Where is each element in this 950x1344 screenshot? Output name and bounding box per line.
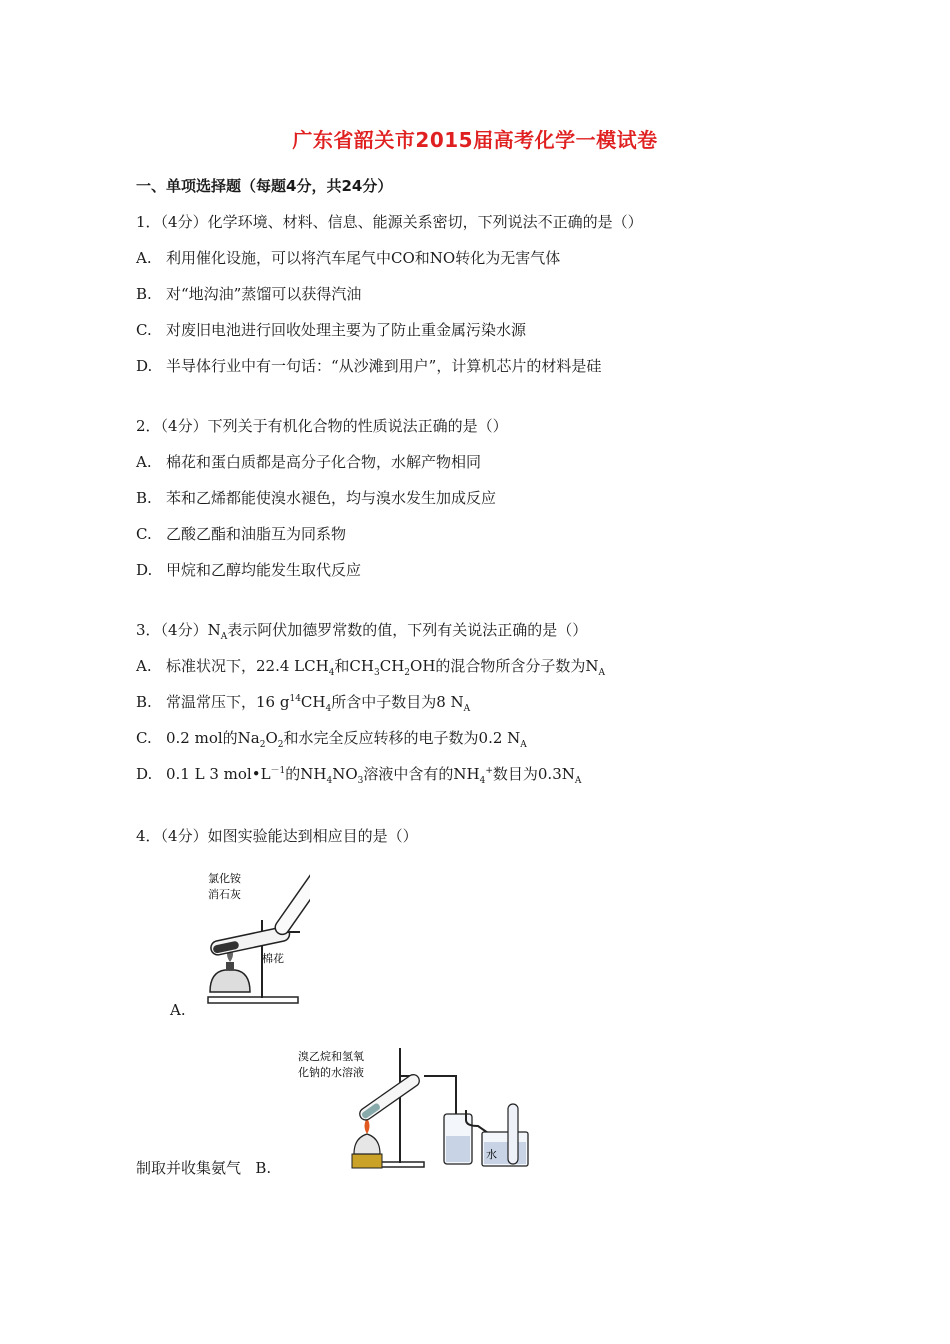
text-part: 和CH xyxy=(334,657,374,675)
option-letter: B. xyxy=(136,285,152,303)
figure-a-ammonia-apparatus xyxy=(200,862,310,1012)
option-text: 对废旧电池进行回收处理主要为了防止重金属污染水源 xyxy=(166,321,527,339)
delivery-tube xyxy=(424,1076,456,1116)
text-part: NO xyxy=(332,765,358,783)
label-cotton: 棉花 xyxy=(262,952,284,965)
option-text: 乙酸乙酯和油脂互为同系物 xyxy=(166,525,347,543)
subscript: 4 xyxy=(325,704,332,714)
subscript: A xyxy=(520,740,527,750)
subscript: A xyxy=(598,668,606,678)
stem-part: 表示阿伏加德罗常数的值，下列有关说法正确的是（） xyxy=(227,621,588,639)
subscript: A xyxy=(220,632,228,642)
option-text: 苯和乙烯都能使溴水褪色，均与溴水发生加成反应 xyxy=(166,489,497,507)
option-letter: A. xyxy=(136,657,152,675)
option-text: 棉花和蛋白质都是高分子化合物，水解产物相同 xyxy=(166,453,482,471)
subscript: 2 xyxy=(404,668,411,678)
option-letter: A. xyxy=(136,453,152,471)
question-3-option-a xyxy=(136,656,605,676)
question-1-option-b xyxy=(136,284,361,304)
option-letter: C. xyxy=(136,729,152,747)
text-part: 常温常压下，16 g xyxy=(166,693,290,711)
text-part: 和水完全反应转移的电子数为0.2 N xyxy=(283,729,521,747)
figure-b-caption xyxy=(136,1158,271,1178)
label-ammonium-chloride: 氯化铵 xyxy=(208,872,241,885)
superscript: + xyxy=(485,766,493,776)
question-1-stem: 1．（4分）化学环境、材料、信息、能源关系密切，下列说法不正确的是（） xyxy=(136,213,643,231)
option-text: 利用催化设施，可以将汽车尾气中CO和NO转化为无害气体 xyxy=(166,249,561,267)
burner-block xyxy=(352,1154,382,1168)
figure-a-option: A. xyxy=(170,1001,186,1019)
question-2-option-d xyxy=(136,560,361,580)
question-2-option-a xyxy=(136,452,481,472)
label-water: 水 xyxy=(486,1148,497,1161)
text-part: 的NH xyxy=(285,765,327,783)
collection-tube xyxy=(272,865,310,937)
option-letter: B. xyxy=(136,693,152,711)
question-2-option-b xyxy=(136,488,496,508)
subscript: A xyxy=(463,704,471,714)
option-text: 半导体行业中有一句话：“从沙滩到用户”，计算机芯片的材料是硅 xyxy=(166,357,602,375)
subscript: 3 xyxy=(357,776,364,786)
option-letter: C. xyxy=(136,525,152,543)
superscript: －1 xyxy=(270,766,286,776)
question-4-stem: 4．（4分）如图实验能达到相应目的是（） xyxy=(136,827,418,845)
label-aqueous-solution: 化钠的水溶液 xyxy=(298,1066,364,1079)
subscript: 4 xyxy=(326,776,333,786)
subscript: 4 xyxy=(479,776,486,786)
option-letter: D. xyxy=(136,357,153,375)
option-text: 甲烷和乙醇均能发生取代反应 xyxy=(166,561,362,579)
stand-base xyxy=(208,997,298,1003)
question-1-option-c xyxy=(136,320,526,340)
text-part: 数目为0.3N xyxy=(492,765,575,783)
question-3-stem xyxy=(136,620,587,640)
superscript: 14 xyxy=(289,694,301,704)
lamp-wick xyxy=(226,962,234,970)
text-part: O xyxy=(265,729,278,747)
subscript: 3 xyxy=(373,668,380,678)
question-1-option-d xyxy=(136,356,601,376)
option-letter: C. xyxy=(136,321,152,339)
section-heading: 一、单项选择题（每题4分，共24分） xyxy=(136,177,393,195)
subscript: A xyxy=(574,776,582,786)
question-1-option-a xyxy=(136,248,560,268)
question-2-stem: 2．（4分）下列关于有机化合物的性质说法正确的是（） xyxy=(136,417,508,435)
label-bromoethane-naoh: 溴乙烷和氢氧 xyxy=(298,1050,364,1063)
option-text: 对“地沟油”蒸馏可以获得汽油 xyxy=(166,285,362,303)
caption-text: 制取并收集氨气 xyxy=(136,1159,242,1177)
subscript: 2 xyxy=(277,740,284,750)
question-3-option-b xyxy=(136,692,470,712)
subscript: 2 xyxy=(259,740,266,750)
alcohol-lamp xyxy=(210,970,250,992)
option-letter: D. xyxy=(136,561,153,579)
subscript: 4 xyxy=(328,668,335,678)
figure-b-bromoethane-apparatus xyxy=(296,1046,532,1172)
text-part: 所含中子数目为8 N xyxy=(331,693,464,711)
text-part: OH的混合物所含分子数为N xyxy=(410,657,599,675)
option-letter: A. xyxy=(136,249,152,267)
page-title: 广东省韶关市2015届高考化学一模试卷 xyxy=(292,128,658,152)
text-part: CH xyxy=(379,657,405,675)
stem-part: 3．（4分）N xyxy=(136,621,221,639)
text-part: 溶液中含有的NH xyxy=(363,765,480,783)
option-letter: D. xyxy=(136,765,153,783)
wash-bottle-liquid xyxy=(446,1136,470,1162)
question-3-option-d xyxy=(136,764,581,784)
question-2-option-c xyxy=(136,524,346,544)
text-part: 标准状况下，22.4 LCH xyxy=(166,657,329,675)
collecting-tube xyxy=(508,1104,518,1164)
text-part: 0.2 mol的Na xyxy=(166,729,260,747)
option-letter: B. xyxy=(136,489,152,507)
option-letter: B. xyxy=(255,1159,272,1177)
text-part: CH xyxy=(300,693,326,711)
text-part: 0.1 L 3 mol•L xyxy=(166,765,271,783)
label-slaked-lime: 消石灰 xyxy=(208,888,241,901)
alcohol-lamp xyxy=(354,1134,380,1154)
question-3-option-c xyxy=(136,728,527,748)
